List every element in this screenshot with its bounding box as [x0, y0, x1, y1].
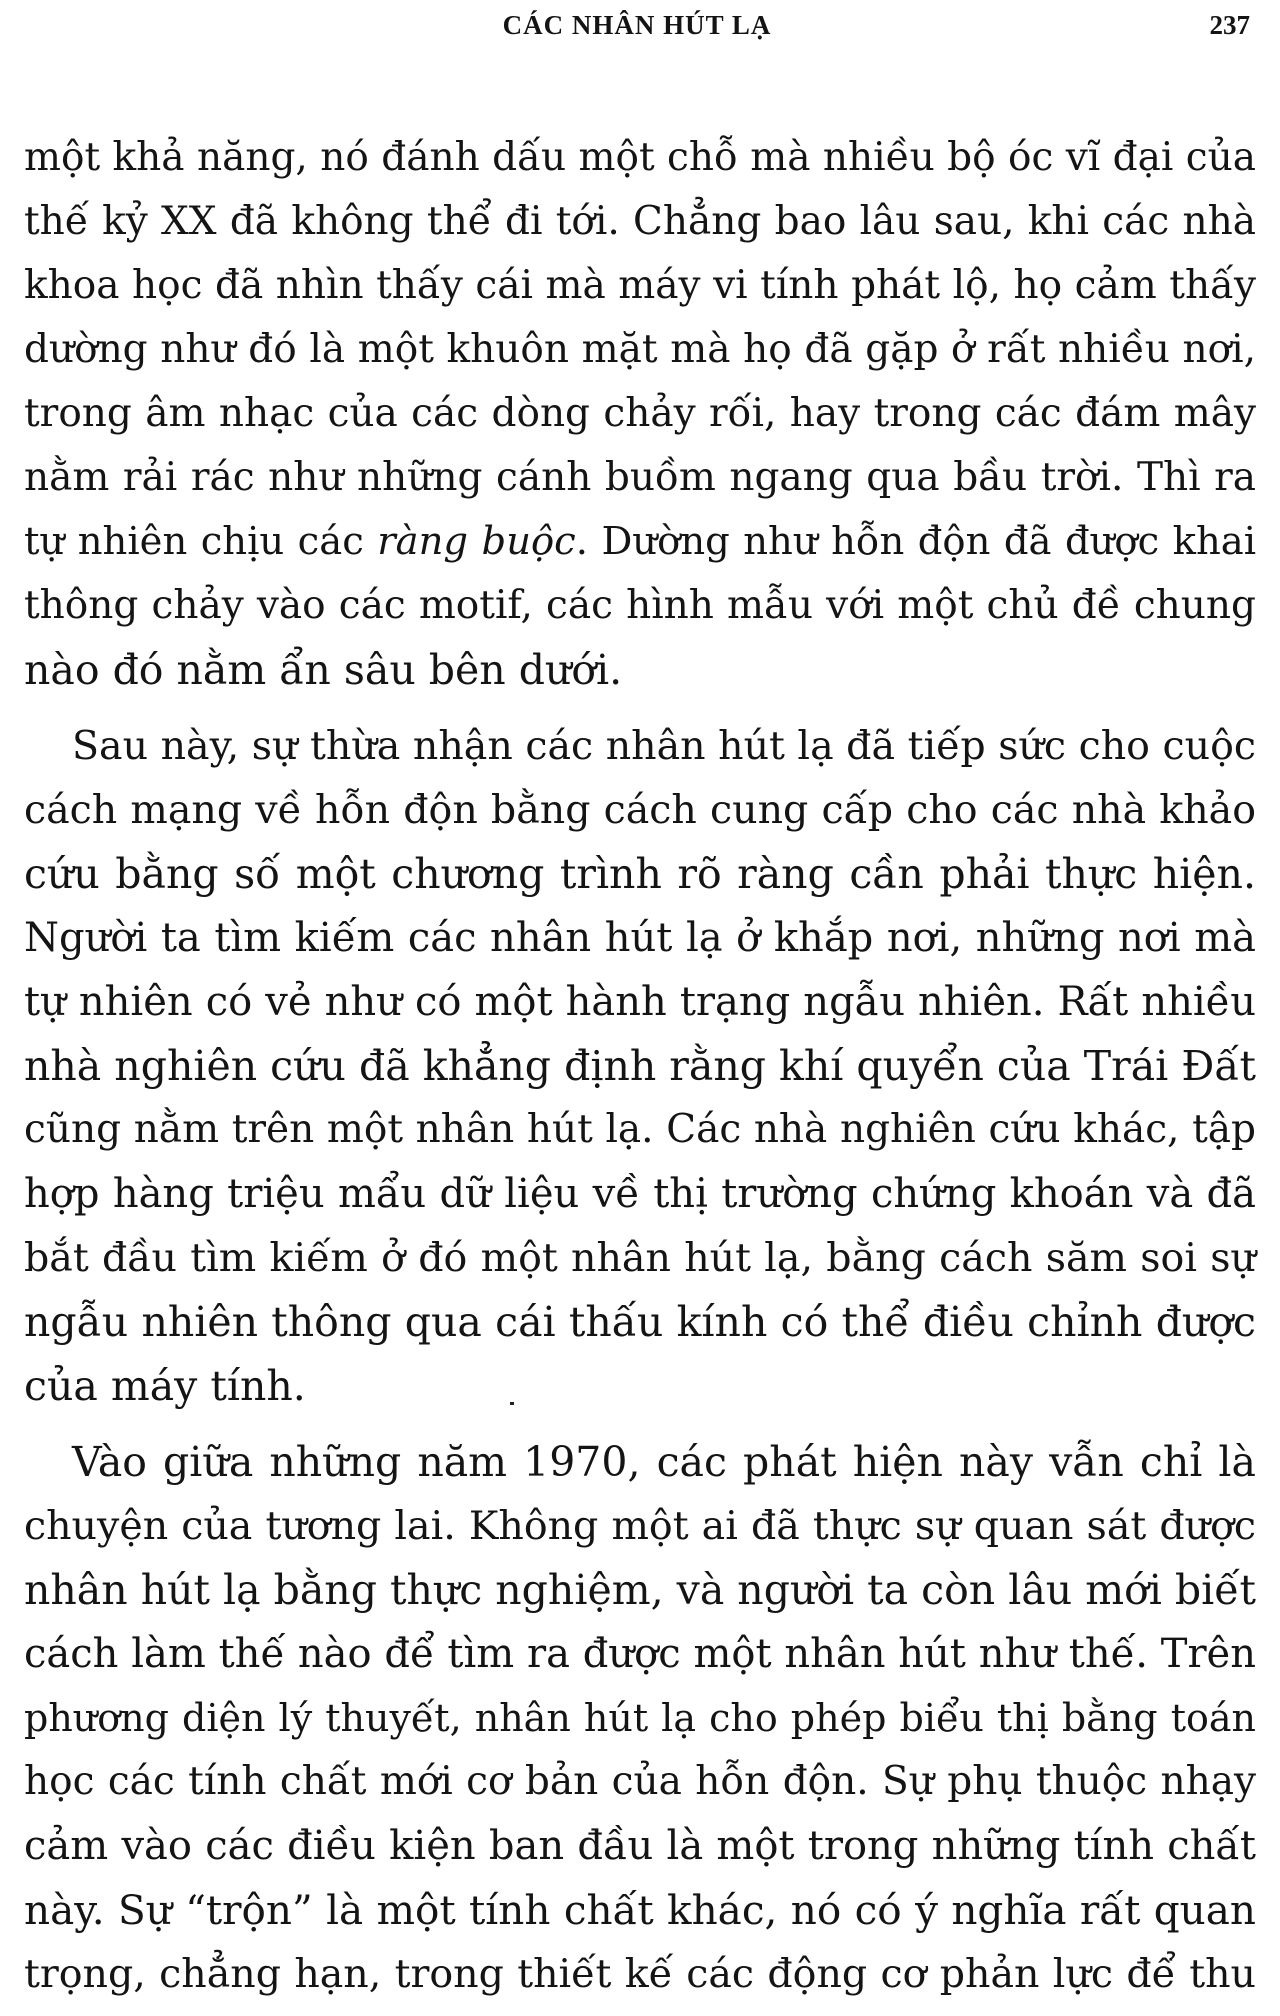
text-line: cũng nằm trên một nhân hút lạ. Các nhà nghiên cứu khác, tập: [24, 1107, 1256, 1152]
text-line: thông chảy vào các motif, các hình mẫu với một chủ đề chung: [24, 583, 1256, 628]
text-line: nào đó nằm ẩn sâu bên dưới.: [24, 646, 623, 694]
paragraph-2: [24, 714, 1256, 1418]
text-line: trọng, chẳng hạn, trong thiết kế các động cơ phản lực để thu: [24, 1951, 1256, 1997]
text-line: trong âm nhạc của các dòng chảy rối, hay trong các đám mây: [24, 391, 1256, 436]
text-line: một khả năng, nó đánh dấu một chỗ mà nhiều bộ óc vĩ đại của: [24, 135, 1256, 180]
body-text: [24, 126, 1256, 2006]
text-line: chuyện của tương lai. Không một ai đã thực sự quan sát được: [24, 1503, 1256, 1549]
text-line: cứu bằng số một chương trình rõ ràng cần phải thực hiện.: [24, 850, 1256, 898]
text-line: học các tính chất mới cơ bản của hỗn độn. Sự phụ thuộc nhạy: [24, 1759, 1256, 1804]
text-line: nằm rải rác như những cánh buồm ngang qua bầu trời. Thì ra: [24, 455, 1256, 500]
text-line: nhân hút lạ bằng thực nghiệm, và người ta còn lâu mới biết: [24, 1566, 1256, 1614]
text-line: nhà nghiên cứu đã khẳng định rằng khí quyển của Trái Đất: [24, 1042, 1256, 1090]
text-line: Vào giữa những năm 1970, các phát hiện này vẫn chỉ là: [72, 1438, 1256, 1486]
scan-speck: [510, 1402, 514, 1405]
text-line: hợp hàng triệu mẩu dữ liệu về thị trường chứng khoán và đã: [24, 1171, 1256, 1217]
text-line: phương diện lý thuyết, nhân hút lạ cho phép biểu thị bằng toán: [24, 1696, 1256, 1740]
text-line: dường như đó là một khuôn mặt mà họ đã gặp ở rất nhiều nơi,: [24, 327, 1256, 372]
text-line: cảm vào các điều kiện ban đầu là một trong những tính chất: [24, 1823, 1256, 1869]
paragraph-1: [24, 126, 1256, 702]
text-line: bắt đầu tìm kiếm ở đó một nhân hút lạ, bằng cách săm soi sự: [24, 1235, 1256, 1281]
chapter-title: CÁC NHÂN HÚT LẠ: [502, 10, 772, 40]
paragraph-spacer: [24, 1418, 1256, 1430]
text-line: thế kỷ XX đã không thể đi tới. Chẳng bao lâu sau, khi các nhà: [24, 199, 1256, 244]
text-line: Người ta tìm kiếm các nhân hút lạ ở khắp nơi, những nơi mà: [24, 915, 1256, 961]
paragraph-3: [24, 1430, 1256, 2006]
emphasis-text: ràng buộc: [377, 519, 576, 564]
text-line: cách mạng về hỗn độn bằng cách cung cấp cho các nhà khảo: [24, 787, 1256, 833]
running-header: [24, 10, 1250, 50]
text-line: Sau này, sự thừa nhận các nhân hút lạ đã tiếp sức cho cuộc: [72, 723, 1256, 769]
text-line: khoa học đã nhìn thấy cái mà máy vi tính phát lộ, họ cảm thấy: [24, 263, 1256, 308]
text-line: của máy tính.: [24, 1362, 306, 1410]
page-number: 237: [1209, 10, 1250, 40]
text-line: này. Sự “trộn” là một tính chất khác, nó có ý nghĩa rất quan: [24, 1886, 1256, 1934]
text-line: tự nhiên chịu các ràng buộc. Dường như hỗn độn đã được khai: [24, 519, 1257, 564]
text-line: ngẫu nhiên thông qua cái thấu kính có thể điều chỉnh được: [24, 1298, 1256, 1346]
text-line: cách làm thế nào để tìm ra được một nhân hút như thế. Trên: [24, 1631, 1256, 1677]
paragraph-spacer: [24, 702, 1256, 714]
text-line: tự nhiên có vẻ như có một hành trạng ngẫu nhiên. Rất nhiều: [24, 979, 1256, 1025]
